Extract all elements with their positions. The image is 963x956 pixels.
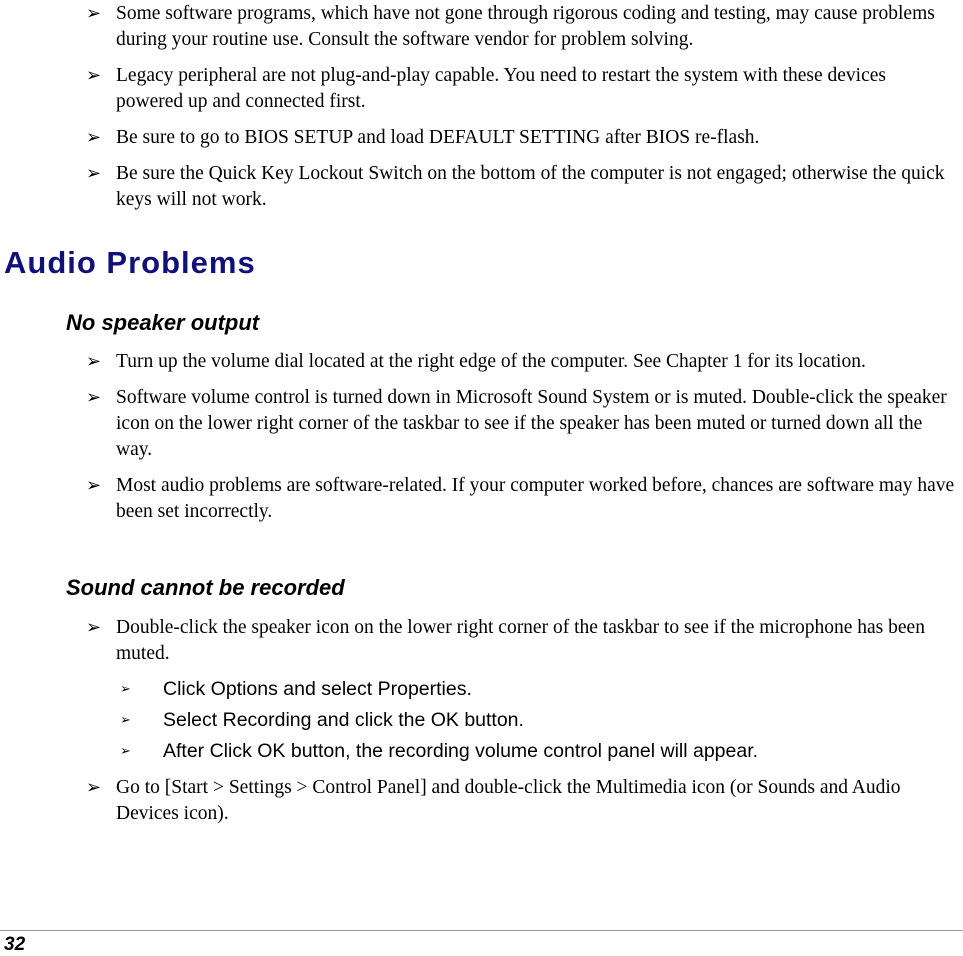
no-speaker-output-section: [0, 309, 963, 535]
small-arrow-bullet-icon: ➢: [120, 713, 131, 728]
arrow-bullet-icon: ➢: [86, 65, 102, 86]
no-speaker-bullet-list: [0, 349, 963, 525]
list-item: [0, 615, 963, 667]
small-arrow-bullet-icon: ➢: [120, 744, 131, 759]
small-arrow-bullet-icon: ➢: [120, 682, 131, 697]
arrow-bullet-icon: ➢: [86, 127, 102, 148]
arrow-bullet-icon: ➢: [86, 387, 102, 408]
sub-list-item: [0, 708, 963, 732]
subsection-title: No speaker output: [66, 310, 260, 335]
sub-list-item-text: Select Recording and click the OK button.: [163, 709, 524, 731]
list-item: [0, 161, 963, 213]
subsection-title: Sound cannot be recorded: [66, 575, 345, 600]
list-item: [0, 63, 963, 115]
list-item-text: Go to [Start > Settings > Control Panel] and double-click the Multimedia icon (or Sounds and Audio Devices icon).: [116, 777, 901, 824]
section-title: Audio Problems: [4, 245, 256, 280]
list-item: [0, 125, 963, 151]
list-item: [0, 473, 963, 525]
list-item-text: Turn up the volume dial located at the right edge of the computer. See Chapter 1 for its location.: [116, 351, 866, 372]
footer-divider: [0, 930, 963, 931]
list-item-text: Legacy peripheral are not plug-and-play capable. You need to restart the system with these devices powered up and connected first.: [116, 65, 886, 112]
list-item: [0, 1, 963, 53]
page-number: 32: [4, 934, 26, 955]
list-item: [0, 775, 963, 827]
arrow-bullet-icon: ➢: [86, 351, 102, 372]
sound-record-bullet-list-2: [0, 775, 963, 827]
arrow-bullet-icon: ➢: [86, 3, 102, 24]
arrow-bullet-icon: ➢: [86, 475, 102, 496]
list-item: [0, 385, 963, 463]
sound-record-bullet-list: [0, 615, 963, 667]
sound-cannot-be-recorded-section: [0, 574, 963, 837]
sub-list-item: [0, 677, 963, 701]
arrow-bullet-icon: ➢: [86, 163, 102, 184]
list-item-text: Be sure the Quick Key Lockout Switch on the bottom of the computer is not engaged; otherwise the quick keys will not work.: [116, 163, 945, 210]
arrow-bullet-icon: ➢: [86, 617, 102, 638]
arrow-bullet-icon: ➢: [86, 777, 102, 798]
sub-list-item: [0, 739, 963, 763]
intro-bullet-list: [0, 1, 963, 223]
list-item-text: Be sure to go to BIOS SETUP and load DEFAULT SETTING after BIOS re-flash.: [116, 127, 760, 148]
sub-list-item-text: After Click OK button, the recording volume control panel will appear.: [163, 740, 759, 762]
sub-list-item-text: Click Options and select Properties.: [163, 678, 472, 700]
sound-record-sub-list: [0, 677, 963, 763]
list-item-text: Double-click the speaker icon on the lower right corner of the taskbar to see if the microphone has been muted.: [116, 617, 925, 664]
list-item: [0, 349, 963, 375]
list-item-text: Some software programs, which have not gone through rigorous coding and testing, may cause problems during your routine use. Consult the software vendor for problem solving.: [116, 3, 935, 50]
list-item-text: Most audio problems are software-related. If your computer worked before, chances are software may have been set incorrectly.: [116, 475, 955, 522]
list-item-text: Software volume control is turned down in Microsoft Sound System or is muted. Double-click the speaker icon on the lower right corner of the taskbar to see if the speaker has been muted or turned down all the way.: [116, 387, 947, 460]
